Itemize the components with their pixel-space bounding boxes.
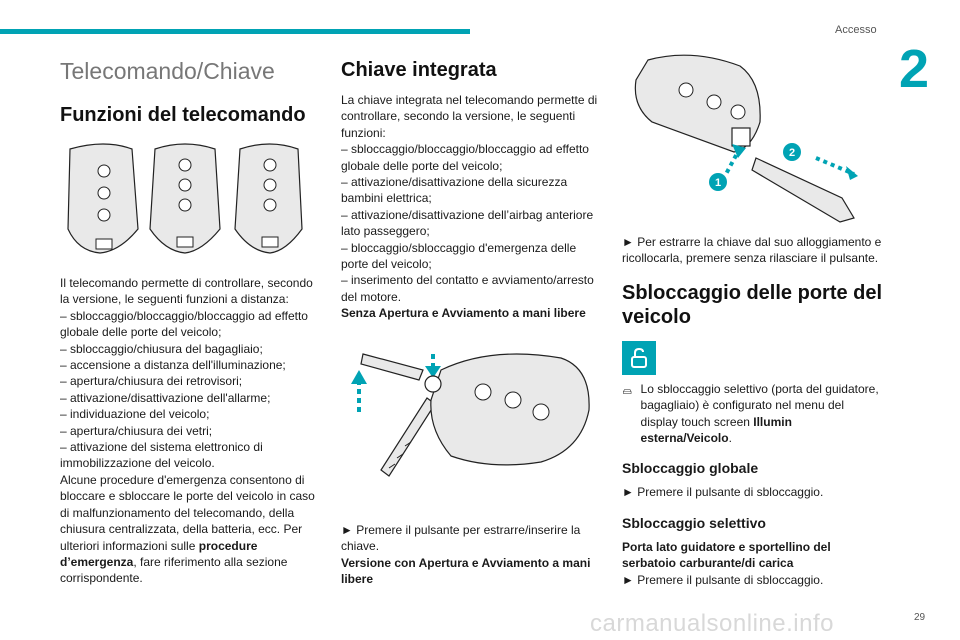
- column-unlocking: [622, 52, 884, 588]
- list-item: – apertura/chiusura dei retrovisori;: [60, 374, 243, 389]
- integrated-key-intro: La chiave integrata nel telecomando permette di controllare, secondo la versione, le seguenti funzioni:: [341, 93, 598, 140]
- list-item: – attivazione/disattivazione dell’airbag anteriore lato passeggero;: [341, 207, 594, 239]
- list-item: – apertura/chiusura dei vetri;: [60, 423, 213, 438]
- emergency-paragraph: [60, 472, 320, 587]
- list-item: – bloccaggio/sbloccaggio d'emergenza delle porte del veicolo;: [341, 240, 577, 272]
- padlock-open-icon: [628, 347, 650, 369]
- column-integrated-key: [341, 52, 603, 587]
- watermark: carmanualsonline.info: [590, 610, 834, 637]
- list-item: – attivazione del sistema elettronico di immobilizzazione del veicolo.: [60, 440, 263, 471]
- chapter-number: 2: [899, 39, 930, 99]
- key-extraction-illustration: [622, 52, 884, 224]
- remote-keys-illustration: [60, 141, 310, 259]
- selective-unlock-subheading: Porta lato guidatore e sportellino del serbatoio carburante/di carica: [622, 539, 831, 571]
- list-item: – sbloccaggio/chiusura del bagagliaio;: [60, 341, 263, 356]
- list-item: – attivazione/disattivazione della sicurezza bambini elettrica;: [341, 175, 568, 206]
- page-title: Telecomando/Chiave: [60, 58, 275, 84]
- integrated-key-heading: Chiave integrata: [341, 59, 497, 81]
- note-text-a: Lo sbloccaggio selettivo (porta del guidatore, bagagliaio) è configurato nel menu del display touch screen: [640, 381, 879, 429]
- emergency-text-bold: procedure d’emergenza: [60, 538, 258, 569]
- list-item: – inserimento del contatto e avviamento/arresto del motore.: [341, 273, 594, 304]
- integrated-key-text: [341, 92, 603, 322]
- integrated-key-steps: [341, 522, 603, 588]
- subheading-without-handsfree: Senza Apertura e Avviamento a mani libere: [341, 306, 586, 321]
- emergency-text-a: Alcune procedure d'emergenza consentono di bloccare e sbloccare le porte del veicolo in caso di malfunzionamento del telecomando, della chiusura centralizzata, della batteria, ecc. Per ulteriori informazioni sulle: [60, 472, 315, 553]
- remote-functions-text: [60, 275, 320, 587]
- page-number: 29: [914, 612, 926, 623]
- car-icon: [622, 381, 633, 401]
- remote-intro: Il telecomando permette di controllare, secondo la versione, le seguenti funzioni a distanza:: [60, 276, 313, 307]
- note-text-bold: Illumin esterna/Veicolo: [640, 414, 792, 446]
- list-item: – individuazione del veicolo;: [60, 407, 210, 422]
- header-accent-bar: [0, 29, 470, 34]
- emergency-text-b: , fare riferimento alla sezione corrispondente.: [60, 554, 288, 586]
- global-unlock-heading: Sbloccaggio globale: [622, 460, 759, 477]
- extract-step-text: ► Per estrarre la chiave dal suo alloggiamento e ricollocarla, premere senza rilasciare il pulsante.: [622, 235, 882, 266]
- note-text-b: .: [728, 431, 732, 446]
- flip-key-illustration: [341, 340, 603, 490]
- list-item: – sbloccaggio/bloccaggio/bloccaggio ad effetto globale delle porte del veicolo;: [341, 142, 589, 173]
- section-label: Accesso: [835, 24, 877, 36]
- extract-insert-step: ► Premere il pulsante per estrarre/inserire la chiave.: [341, 522, 581, 554]
- unlocking-heading: Sbloccaggio delle porte del veicolo: [622, 281, 883, 328]
- selective-unlock-note: [622, 381, 884, 447]
- remote-functions-heading: Funzioni del telecomando: [60, 104, 306, 126]
- callout-1-label: 1: [714, 177, 722, 189]
- list-item: – accensione a distanza dell'illuminazione;: [60, 358, 286, 373]
- column-remote: [60, 52, 320, 587]
- global-unlock-step: ► Premere il pulsante di sbloccaggio.: [622, 485, 824, 500]
- subheading-with-handsfree: Versione con Apertura e Avviamento a mani libere: [341, 555, 591, 586]
- selective-note-text: [641, 381, 884, 447]
- selective-unlock-heading: Sbloccaggio selettivo: [622, 514, 766, 531]
- callout-2-label: 2: [788, 147, 796, 159]
- list-item: – sbloccaggio/bloccaggio/bloccaggio ad effetto globale delle porte del veicolo;: [60, 308, 308, 340]
- list-item: – attivazione/disattivazione dell'allarme;: [60, 390, 271, 405]
- unlock-icon: [622, 341, 656, 375]
- selective-unlock-step: ► Premere il pulsante di sbloccaggio.: [622, 572, 824, 587]
